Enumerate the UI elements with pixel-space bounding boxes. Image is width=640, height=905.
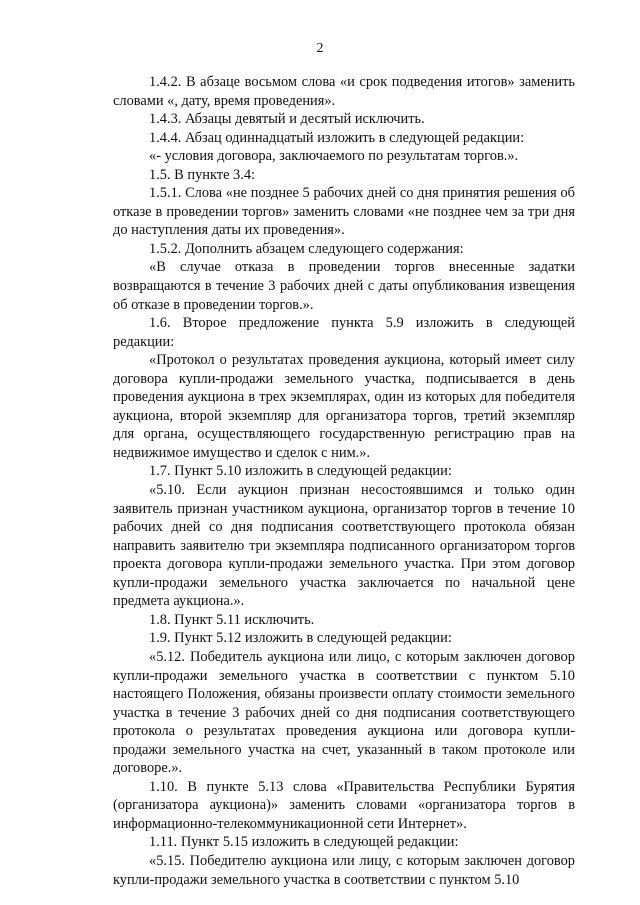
paragraph-quote-conditions: «- условия договора, заключаемого по результатам торгов.». — [149, 148, 519, 165]
paragraph-1-5: 1.5. В пункте 3.4: — [149, 166, 256, 183]
paragraph-1-6: 1.6. Второе предложение пункта 5.9 изложить в следующей редакции: — [113, 315, 575, 350]
document-body — [113, 73, 575, 889]
paragraph-quote-protocol: «Протокол о результатах проведения аукциона, который имеет силу договора купли-продажи земельного участка, подписывается в день проведения аукциона в трех экземплярах, один из которых для победителя аукциона, второй экземпляр для организатора торгов, третий экземпляр для органа, осуществляющего государственную регистрацию прав на недвижимое имущество и сделок с ним.». — [113, 352, 575, 461]
paragraph-1-10: 1.10. В пункте 5.13 слова «Правительства Республики Бурятия (организатора аукциона)» заменить словами «организатора торгов в информационно-телекоммуникационной сети Интернет». — [113, 778, 575, 832]
paragraph-quote-5-12: «5.12. Победитель аукциона или лицо, с которым заключен договор купли-продажи земельного участка в соответствии с пунктом 5.10 настоящего Положения, обязаны произвести оплату стоимости земельного участка в течение 3 рабочих дней со дня подписания соответствующего протокола о результатах проведения аукциона или договора купли-продажи земельного участка на счет, указанный в таком протоколе или договоре.». — [113, 648, 575, 777]
paragraph-1-7: 1.7. Пункт 5.10 изложить в следующей редакции: — [149, 463, 452, 480]
paragraph-1-4-2: 1.4.2. В абзаце восьмом слова «и срок подведения итогов» заменить словами «, дату, время проведения». — [113, 74, 575, 109]
paragraph-1-4-3: 1.4.3. Абзацы девятый и десятый исключить. — [149, 111, 425, 128]
paragraph-quote-5-15: «5.15. Победителю аукциона или лицу, с которым заключен договор купли-продажи земельного участка в соответствии с пунктом 5.10 — [113, 852, 575, 888]
paragraph-quote-5-10: «5.10. Если аукцион признан несостоявшимся и только один заявитель признан участником аукциона, организатор торгов в течение 10 рабочих дней со дня подписания соответствующего протокола обязан направить заявителю три экземпляра подписанного организатором торгов проекта договора купли-продажи земельного участка. При этом договор купли-продажи земельного участка заключается по начальной цене предмета аукциона.». — [113, 482, 575, 610]
paragraph-1-5-1: 1.5.1. Слова «не позднее 5 рабочих дней со дня принятия решения об отказе в проведении торгов» заменить словами «не позднее чем за три дня до наступления даты их проведения». — [113, 185, 575, 239]
paragraph-1-11: 1.11. Пункт 5.15 изложить в следующей редакции: — [149, 834, 459, 851]
page-number: 2 — [316, 41, 324, 56]
paragraph-1-8: 1.8. Пункт 5.11 исключить. — [149, 611, 315, 628]
paragraph-quote-deposits: «В случае отказа в проведении торгов внесенные задатки возвращаются в течение 3 рабочих дней с даты опубликования извещения об отказе в проведении торгов.». — [113, 259, 575, 313]
paragraph-1-5-2: 1.5.2. Дополнить абзацем следующего содержания: — [149, 240, 464, 257]
paragraph-1-9: 1.9. Пункт 5.12 изложить в следующей редакции: — [149, 630, 452, 647]
paragraph-1-4-4: 1.4.4. Абзац одиннадцатый изложить в следующей редакции: — [149, 129, 525, 146]
